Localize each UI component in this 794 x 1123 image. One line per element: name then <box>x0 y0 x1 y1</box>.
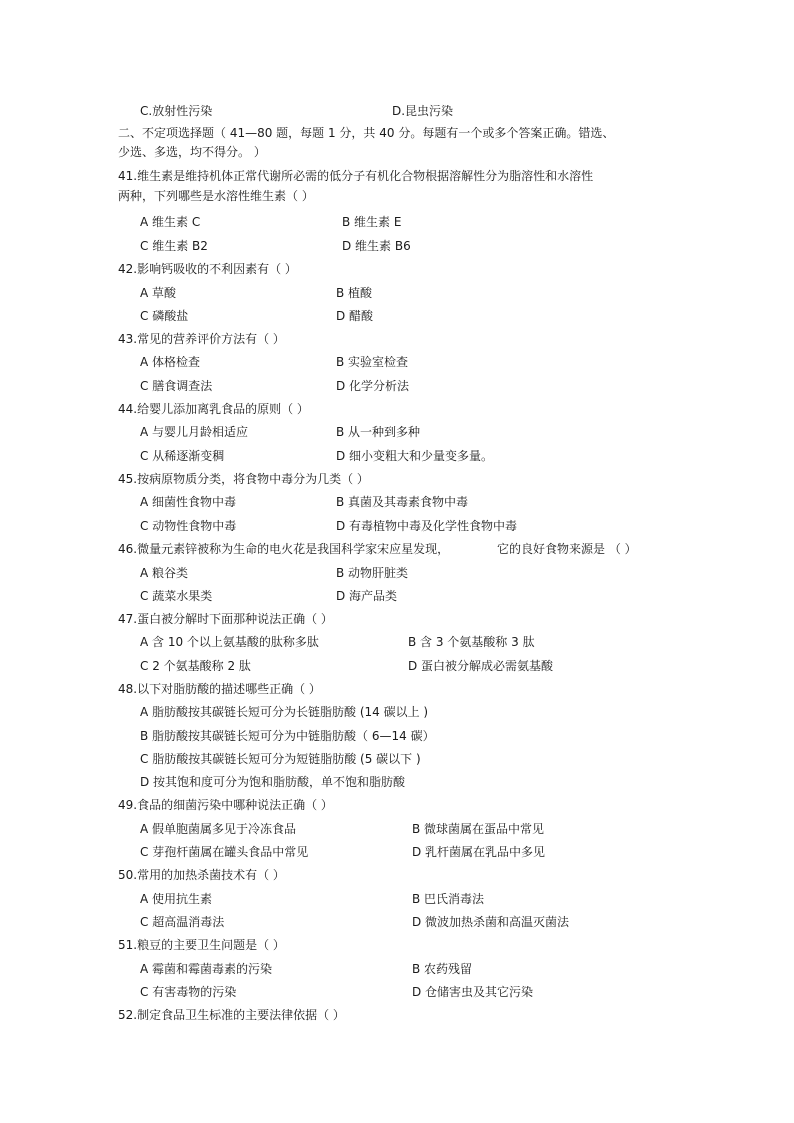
question-41-cont: 两种，下列哪些是水溶性维生素（ ） <box>118 189 314 203</box>
option-b: B 动物肝脏类 <box>336 566 409 580</box>
question-47: 47.蛋白被分解时下面那种说法正确（ ） <box>118 612 333 626</box>
option-c: C 蔬菜水果类 <box>140 589 213 603</box>
question-41: 41.维生素是维持机体正常代谢所必需的低分子有机化合物根据溶解性分为脂溶性和水溶性 <box>118 169 594 183</box>
option-d: D 仓储害虫及其它污染 <box>412 985 534 999</box>
option-a: A 假单胞菌属多见于冷冻食品 <box>140 822 297 836</box>
option-b: B 含 3 个氨基酸称 3 肽 <box>408 635 535 649</box>
option-d: D 微波加热杀菌和高温灭菌法 <box>412 915 570 929</box>
option-c: C 磷酸盐 <box>140 309 189 323</box>
option-b: B 脂肪酸按其碳链长短可分为中链脂肪酸（ 6—14 碳） <box>140 729 435 743</box>
option-a: A 细菌性食物中毒 <box>140 495 237 509</box>
option-d: D 维生素 B6 <box>342 239 411 253</box>
option-c: C 超高温消毒法 <box>140 915 225 929</box>
option-c: C 动物性食物中毒 <box>140 519 237 533</box>
option-c: C 从稀逐渐变稠 <box>140 449 225 463</box>
question-43: 43.常见的营养评价方法有（ ） <box>118 332 285 346</box>
option-b: B 巴氏消毒法 <box>412 892 485 906</box>
option-c: C.放射性污染 <box>140 104 213 118</box>
option-d: D.昆虫污染 <box>392 104 454 118</box>
option-b: B 实验室检查 <box>336 355 409 369</box>
question-52: 52.制定食品卫生标准的主要法律依据（ ） <box>118 1008 345 1022</box>
option-a: A 使用抗生素 <box>140 892 213 906</box>
section-heading: 二、不定项选择题（ 41—80 题，每题 1 分，共 40 分。每题有一个或多个答案正确。错选、 <box>118 126 615 140</box>
question-46: 46.微量元素锌被称为生命的电火花是我国科学家宋应星发现， <box>118 542 450 556</box>
option-c: C 膳食调查法 <box>140 379 213 393</box>
option-b: B 真菌及其毒素食物中毒 <box>336 495 469 509</box>
question-51: 51.粮豆的主要卫生问题是（ ） <box>118 938 285 952</box>
option-d: D 乳杆菌属在乳品中多见 <box>412 845 546 859</box>
option-a: A 草酸 <box>140 286 177 300</box>
option-a: A 含 10 个以上氨基酸的肽称多肽 <box>140 635 319 649</box>
option-d: D 醋酸 <box>336 309 374 323</box>
option-b: B 微球菌属在蛋品中常见 <box>412 822 545 836</box>
option-a: A 体格检查 <box>140 355 201 369</box>
question-42: 42.影响钙吸收的不利因素有（ ） <box>118 262 297 276</box>
option-d: D 细小变粗大和少量变多量。 <box>336 449 494 463</box>
option-c: C 2 个氨基酸称 2 肽 <box>140 659 251 673</box>
option-a: A 与婴儿月龄相适应 <box>140 425 249 439</box>
question-48: 48.以下对脂肪酸的描述哪些正确（ ） <box>118 682 321 696</box>
option-d: D 有毒植物中毒及化学性食物中毒 <box>336 519 518 533</box>
option-a: A 脂肪酸按其碳链长短可分为长链脂肪酸 (14 碳以上 ) <box>140 705 429 719</box>
option-d: D 化学分析法 <box>336 379 410 393</box>
option-c: C 有害毒物的污染 <box>140 985 237 999</box>
option-b: B 从一种到多种 <box>336 425 421 439</box>
section-heading-cont: 少选、多选，均不得分。 ） <box>118 145 266 159</box>
option-b: B 植酸 <box>336 286 373 300</box>
question-46-cont: 它的良好食物来源是 （ ） <box>497 542 637 556</box>
question-44: 44.给婴儿添加离乳食品的原则（ ） <box>118 402 309 416</box>
option-d: D 蛋白被分解成必需氨基酸 <box>408 659 554 673</box>
option-c: C 脂肪酸按其碳链长短可分为短链脂肪酸 (5 碳以下 ) <box>140 752 421 766</box>
option-b: B 农药残留 <box>412 962 473 976</box>
option-c: C 芽孢杆菌属在罐头食品中常见 <box>140 845 309 859</box>
question-49: 49.食品的细菌污染中哪种说法正确（ ） <box>118 798 333 812</box>
option-a: A 霉菌和霉菌毒素的污染 <box>140 962 273 976</box>
question-45: 45.按病原物质分类，将食物中毒分为几类（ ） <box>118 472 369 486</box>
option-a: A 粮谷类 <box>140 566 189 580</box>
question-50: 50.常用的加热杀菌技术有（ ） <box>118 868 285 882</box>
option-d: D 海产品类 <box>336 589 398 603</box>
option-c: C 维生素 B2 <box>140 239 208 253</box>
option-a: A 维生素 C <box>140 215 201 229</box>
option-b: B 维生素 E <box>342 215 402 229</box>
option-d: D 按其饱和度可分为饱和脂肪酸，单不饱和脂肪酸 <box>140 775 406 789</box>
